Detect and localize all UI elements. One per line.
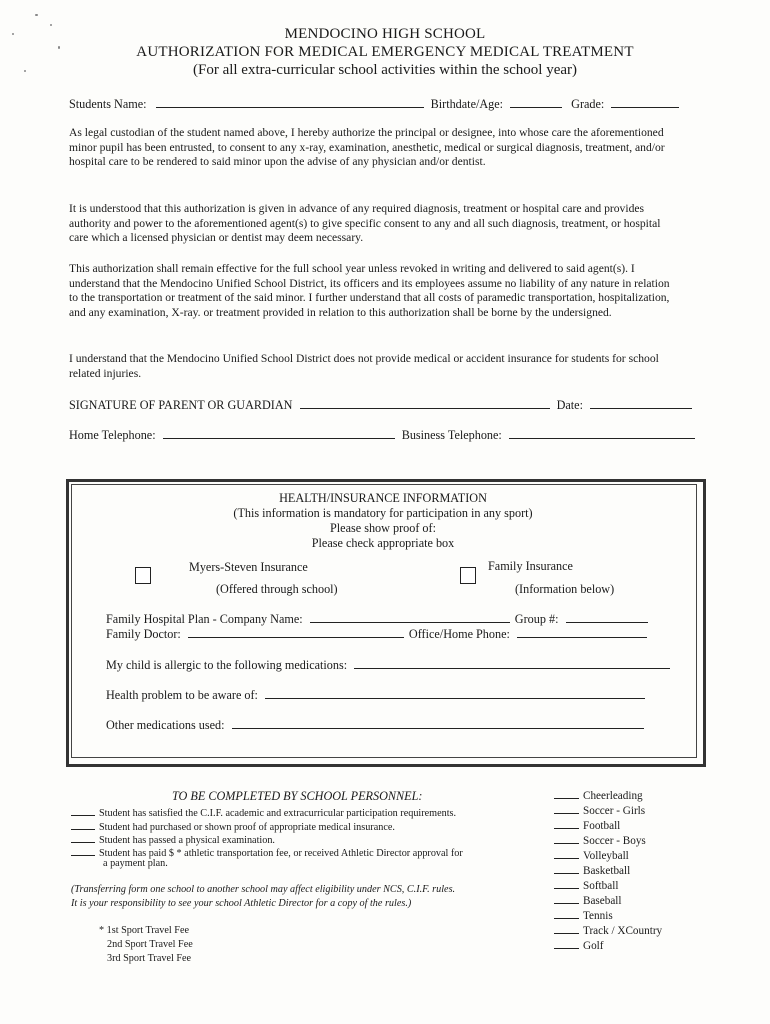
sport-check-blank[interactable] (554, 908, 579, 919)
school-personnel-title: TO BE COMPLETED BY SCHOOL PERSONNEL: (172, 789, 423, 803)
responsibility-note: It is your responsibility to see your school Athletic Director for a copy of the rules.) (71, 898, 412, 909)
paragraph-advance-authorization: It is understood that this authorization is given in advance of any required diagnosis, treatment or hospital care and provides authority and power to the aforementioned agent(s) to give specific consent to any and all such diagnosis, treatment, or hospital care which a licensed physician or dentist may deem necessary. (69, 202, 661, 245)
student-name-label: Students Name: (69, 97, 147, 111)
sport-item-golf: Golf (554, 938, 604, 952)
family-doctor-label: Family Doctor: (106, 627, 181, 641)
hospital-plan-field[interactable] (310, 612, 510, 623)
sport-item-soccer-boys: Soccer - Boys (554, 833, 646, 847)
signature-row (69, 398, 692, 413)
sport-item-soccer-girls: Soccer - Girls (554, 803, 645, 817)
personnel-item-physical: Student has passed a physical examination. (71, 832, 275, 846)
other-meds-label: Other medications used: (106, 718, 225, 732)
office-phone-field[interactable] (517, 627, 647, 638)
other-meds-row (106, 718, 644, 733)
scan-speck (35, 14, 38, 16)
personnel-check-blank[interactable] (71, 845, 95, 856)
office-phone-label: Office/Home Phone: (408, 627, 510, 641)
grade-label: Grade: (571, 97, 605, 111)
hospital-plan-row (106, 612, 648, 627)
insurance-proof-note: Please show proof of: (330, 521, 436, 535)
signature-label: SIGNATURE OF PARENT OR GUARDIAN (69, 398, 293, 412)
sport-item-softball: Softball (554, 878, 618, 892)
personnel-item-insurance: Student had purchased or shown proof of appropriate medical insurance. (71, 819, 395, 833)
paragraph-no-insurance: I understand that the Mendocino Unified School District does not provide medical or accident insurance for students for school related injuries. (69, 352, 659, 380)
insurance-title: HEALTH/INSURANCE INFORMATION (279, 491, 487, 505)
health-problem-field[interactable] (265, 688, 645, 699)
business-telephone-field[interactable] (509, 428, 695, 439)
school-name: MENDOCINO HIGH SCHOOL (284, 26, 486, 42)
myers-steven-sublabel: (Offered through school) (216, 582, 338, 596)
personnel-item-fee-cont: a payment plan. (103, 858, 168, 869)
allergy-label: My child is allergic to the following medications: (106, 658, 348, 672)
travel-fee-2: 2nd Sport Travel Fee (107, 939, 193, 950)
family-doctor-row (106, 627, 647, 642)
sport-check-blank[interactable] (554, 803, 579, 814)
birthdate-label: Birthdate/Age: (430, 97, 504, 111)
myers-steven-label: Myers-Steven Insurance (189, 560, 308, 574)
sport-item-tennis: Tennis (554, 908, 613, 922)
sport-item-baseball: Baseball (554, 893, 622, 907)
sport-item-football: Football (554, 818, 620, 832)
sport-check-blank[interactable] (554, 788, 579, 799)
allergy-field[interactable] (354, 658, 670, 669)
family-doctor-field[interactable] (188, 627, 404, 638)
other-meds-field[interactable] (232, 718, 644, 729)
travel-fee-3: 3rd Sport Travel Fee (107, 953, 192, 964)
personnel-item-fee: Student has paid $ * athletic transportation fee, or received Athletic Director approval for (71, 845, 463, 859)
sport-check-blank[interactable] (554, 863, 579, 874)
student-info-row (69, 97, 679, 112)
paragraph-custodian: As legal custodian of the student named above, I hereby authorize the principal or designee, into whose care the aforementioned minor pupil has been entrusted, to consent to any x-ray, examination, anesthetic, medical or surgical diagnosis, treatment, and/or hospital care to be rendered to said minor upon the advise of any physician and/or dentist. (69, 126, 665, 169)
group-number-label: Group #: (514, 612, 559, 626)
allergy-row (106, 658, 670, 673)
birthdate-field[interactable] (510, 97, 562, 108)
health-problem-row (106, 688, 645, 703)
date-label: Date: (556, 398, 583, 412)
family-insurance-sublabel: (Information below) (515, 582, 615, 596)
personnel-check-blank[interactable] (71, 819, 95, 830)
family-insurance-checkbox[interactable] (460, 567, 476, 584)
insurance-mandatory-note: (This information is mandatory for participation in any sport) (233, 506, 533, 520)
insurance-check-note: Please check appropriate box (311, 536, 455, 550)
personnel-check-blank[interactable] (71, 805, 95, 816)
hospital-plan-label: Family Hospital Plan - Company Name: (106, 612, 303, 626)
family-insurance-label: Family Insurance (488, 559, 573, 573)
home-telephone-field[interactable] (163, 428, 395, 439)
personnel-item-cif: Student has satisfied the C.I.F. academic and extracurricular participation requirements. (71, 805, 456, 819)
form-title: AUTHORIZATION FOR MEDICAL EMERGENCY MEDICAL TREATMENT (136, 44, 634, 60)
paragraph-effective-period: This authorization shall remain effective for the full school year unless revoked in writing and delivered to said agent(s). I understand that the Mendocino Unified School District, its officers and its employees assume no liability of any nature in relation to the transportation or treatment of the said minor. I further understand that all costs of paramedic transportation, hospitalization, and any examination, X-ray. or treatment provided in relation to this authorization shall be borne by the undersigned. (69, 262, 670, 319)
signature-field[interactable] (300, 398, 550, 409)
sport-check-blank[interactable] (554, 818, 579, 829)
sport-check-blank[interactable] (554, 878, 579, 889)
transfer-note: (Transferring form one school to another school may affect eligibility under NCS, C.I.F. rules. (71, 884, 456, 895)
date-field[interactable] (590, 398, 692, 409)
sport-item-volleyball: Volleyball (554, 848, 629, 862)
sport-item-basketball: Basketball (554, 863, 630, 877)
sport-check-blank[interactable] (554, 923, 579, 934)
myers-steven-checkbox[interactable] (135, 567, 151, 584)
grade-field[interactable] (611, 97, 679, 108)
sport-item-cheerleading: Cheerleading (554, 788, 643, 802)
home-telephone-label: Home Telephone: (69, 428, 156, 442)
sport-check-blank[interactable] (554, 833, 579, 844)
travel-fee-1: * 1st Sport Travel Fee (99, 925, 189, 936)
sport-check-blank[interactable] (554, 848, 579, 859)
health-problem-label: Health problem to be aware of: (106, 688, 258, 702)
student-name-field[interactable] (156, 97, 424, 108)
form-subtitle: (For all extra-curricular school activities within the school year) (192, 62, 578, 78)
business-telephone-label: Business Telephone: (401, 428, 502, 442)
sport-check-blank[interactable] (554, 893, 579, 904)
sport-check-blank[interactable] (554, 938, 579, 949)
telephone-row (69, 428, 695, 443)
personnel-check-blank[interactable] (71, 832, 95, 843)
group-number-field[interactable] (566, 612, 648, 623)
sport-item-track-xcountry: Track / XCountry (554, 923, 662, 937)
